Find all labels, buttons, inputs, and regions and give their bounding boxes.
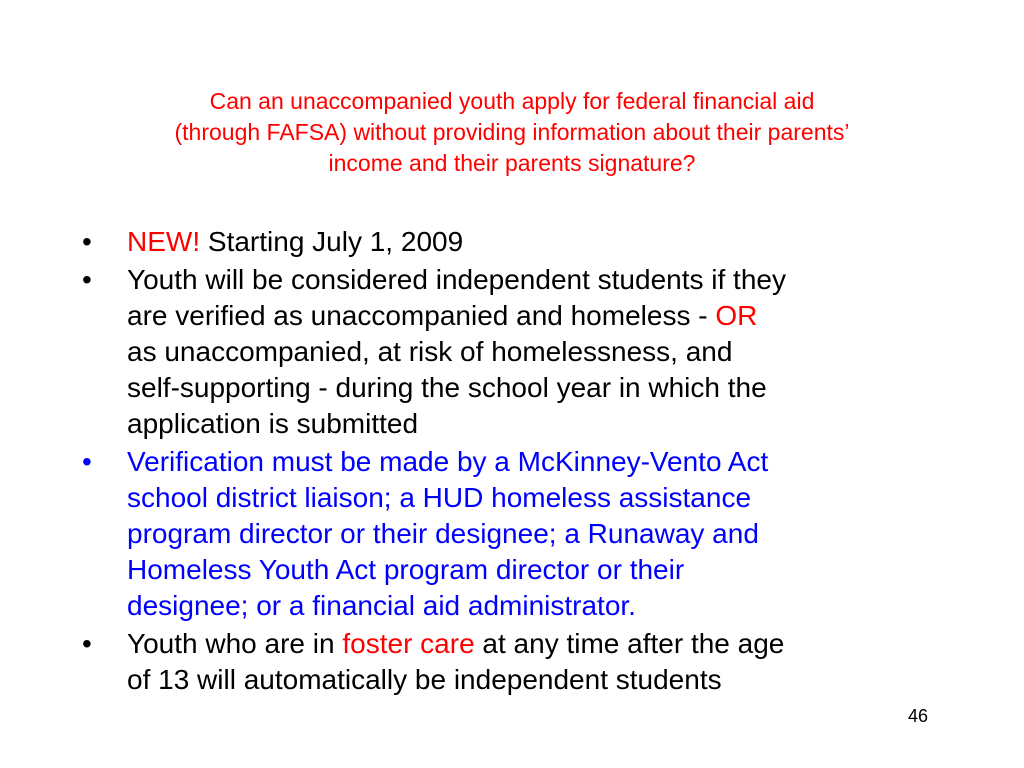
bullet-text-line: application is submitted (127, 408, 419, 439)
foster-care-label: foster care (342, 628, 475, 659)
bullet-marker: • (82, 226, 92, 257)
slide-title (60, 86, 964, 179)
bullet-list (82, 224, 952, 700)
bullet-new (82, 224, 952, 260)
bullet-text-line: school district liaison; a HUD homeless assistance (127, 482, 752, 513)
bullet-text-line: Verification must be made by a McKinney-Vento Act (127, 446, 769, 477)
bullet-text-line: program director or their designee; a Runaway and (127, 518, 759, 549)
bullet-verification (82, 444, 952, 624)
bullet-text: Youth who are in (127, 628, 343, 659)
bullet-foster-care (82, 626, 952, 698)
bullet-text-line: designee; or a financial aid administrator. (127, 590, 636, 621)
new-label: NEW! (127, 226, 201, 257)
bullet-text-line (127, 626, 952, 662)
bullet-text-line: self-supporting - during the school year in which the (127, 372, 767, 403)
title-line: income and their parents signature? (328, 150, 696, 176)
bullet-independent (82, 262, 952, 442)
bullet-text: at any time after the age (474, 628, 785, 659)
start-date-text: Starting July 1, 2009 (200, 226, 464, 257)
bullet-text-line: Homeless Youth Act program director or their (127, 554, 685, 585)
bullet-text-line: Youth will be considered independent students if they (127, 264, 786, 295)
title-line: Can an unaccompanied youth apply for federal financial aid (209, 88, 815, 114)
or-label: OR (715, 300, 758, 331)
bullet-text-line: of 13 will automatically be independent students (127, 664, 722, 695)
title-line: (through FAFSA) without providing information about their parents’ (174, 119, 850, 145)
bullet-text: are verified as unaccompanied and homeless - (127, 300, 716, 331)
bullet-text-line: as unaccompanied, at risk of homelessness, and (127, 336, 733, 367)
page-number: 46 (908, 706, 929, 726)
bullet-text-line (127, 298, 952, 334)
bullet-marker: • (82, 628, 92, 659)
bullet-marker: • (82, 264, 92, 295)
bullet-marker: • (82, 446, 92, 477)
